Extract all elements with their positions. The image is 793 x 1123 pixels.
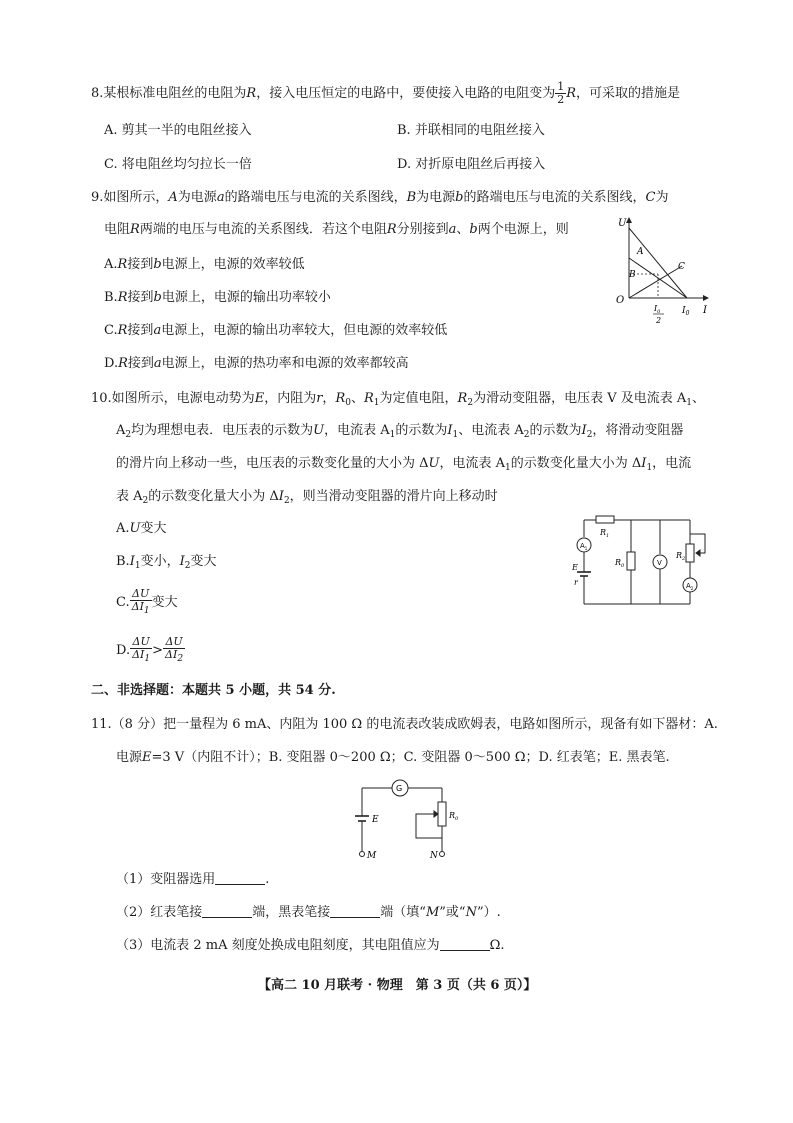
r1-label: $R_1$ xyxy=(600,528,610,539)
q8-symbol: R xyxy=(566,86,577,101)
q10-stem-line3: 的滑片向上移动一些，电压表的示数变化量的大小为 ΔU，电流表 $A_1$的示数变化量大小为 $\Delta I_1$，电流 xyxy=(116,456,692,473)
graph-c-label: C xyxy=(678,262,685,272)
answer-blank[interactable] xyxy=(330,905,380,918)
r0-label: $R_0$ xyxy=(449,811,459,822)
answer-blank[interactable] xyxy=(215,872,265,885)
terminal-n xyxy=(440,852,445,857)
q9-option-a: A.R接到b电源上，电源的效率较低 xyxy=(104,257,305,272)
n-label: N xyxy=(430,851,438,861)
q8-fraction: $\frac{1}{2}$ xyxy=(557,80,565,106)
graph-half-denominator: 2 xyxy=(656,316,662,325)
answer-blank[interactable] xyxy=(440,938,490,951)
slider-arrow xyxy=(696,550,700,556)
r0-resistor xyxy=(627,552,635,570)
q8-option-b: B. 并联相同的电阻丝接入 xyxy=(397,123,545,138)
q11-part2: （2）红表笔接 端，黑表笔接 端（填“M”或“N”）. xyxy=(116,905,501,920)
q9-option-c: C.R接到a电源上，电源的输出功率较大，但电源的效率较低 xyxy=(104,323,448,338)
internal-r-label: r xyxy=(574,578,578,587)
slider-arrow xyxy=(434,811,438,817)
graph-i-label: I xyxy=(703,305,707,316)
graph-a-label: A xyxy=(637,247,644,257)
q9-stem-line1: 9.如图所示，A为电源a的路端电压与电流的关系图线，B为电源b的路端电压与电流的关系图线，C为 xyxy=(91,190,669,205)
r2-label: $R_2$ xyxy=(676,551,686,562)
section-2-heading: 二、非选择题：本题共 5 小题，共 54 分. xyxy=(91,683,336,698)
q9-stem-line2: 电阻R两端的电压与电流的关系图线．若这个电阻R分别接到a、b两个电源上，则 xyxy=(104,222,569,237)
graph-i0-label: $I_0$ xyxy=(682,306,690,317)
a1-label: $A_1$ xyxy=(580,542,588,551)
emf-label: E xyxy=(572,563,578,572)
q10-option-a: A.U变大 xyxy=(116,521,167,536)
q8-stem xyxy=(91,81,680,106)
v-label: V xyxy=(657,559,662,567)
q8-text: 8.某根标准电阻丝的电阻为 xyxy=(91,86,247,101)
q11-stem-line1: 11.（8 分）把一量程为 6 mA、内阻为 100 Ω 的电流表改装成欧姆表，电路如图所示，现备有如下器材：A. xyxy=(91,717,718,732)
q10-option-c: C. $\frac{\Delta U}{\Delta I_1}$ 变大 xyxy=(116,587,178,616)
graph-b-label: B xyxy=(629,270,636,280)
terminal-m xyxy=(360,852,365,857)
frac-du-di1: $\frac{\Delta U}{\Delta I_1}$ xyxy=(132,635,151,664)
graph-half-numerator: $I_0$ xyxy=(654,304,661,315)
r0-label: $R_0$ xyxy=(615,558,625,569)
q10-option-b: $B.I_1$变小，$I_2$变大 xyxy=(116,554,217,571)
q8-option-c: C. 将电阻丝均匀拉长一倍 xyxy=(104,157,252,172)
frac-du-di2: $\frac{\Delta U}{\Delta I_2}$ xyxy=(165,635,184,664)
q9-ui-graph xyxy=(612,214,712,324)
q10-stem-line1: 10.如图所示，电源电动势为E，内阻为r，$R_0$、$R_1$为定值电阻，$R_2$为滑动变阻器，电压表 V 及电流表 $A_1$、 xyxy=(91,391,705,408)
frac-du-di1: $\frac{\Delta U}{\Delta I_1}$ xyxy=(131,587,150,616)
graph-origin-label: O xyxy=(616,295,625,306)
r0-rheostat xyxy=(438,802,446,826)
q8-option-a: A. 剪其一半的电阻丝接入 xyxy=(104,123,252,138)
emf-label: E xyxy=(372,815,379,825)
q10-option-d: D. $\frac{\Delta U}{\Delta I_1}$ > $\frac{\Delta U}{\Delta I_2}$ xyxy=(116,635,184,664)
q11-part1: （1）变阻器选用 . xyxy=(116,872,270,887)
r1-resistor xyxy=(596,516,614,523)
q10-stem-line2: $A_2$均为理想电表．电压表的示数为U，电流表 $A_1$的示数为$I_1$、电流表 $A_2$的示数为$I_2$，将滑动变阻器 xyxy=(116,423,684,440)
q9-option-d: D.R接到a电源上，电源的热功率和电源的效率都较高 xyxy=(104,356,409,371)
page-footer: 【高二 10 月联考 · 物理 第 3 页（共 6 页）】 xyxy=(258,978,537,993)
q10-stem-line4: 表 $A_2$的示数变化量大小为 $\Delta I_2$，则当滑动变阻器的滑片向上移动时 xyxy=(116,489,498,506)
q9-option-b: B.R接到b电源上，电源的输出功率较小 xyxy=(104,290,331,305)
answer-blank[interactable] xyxy=(202,905,252,918)
m-label: M xyxy=(367,851,377,861)
q8-symbol: R xyxy=(246,86,257,101)
q8-option-d: D. 对折原电阻丝后再接入 xyxy=(397,157,546,172)
graph-u-label: U xyxy=(618,218,627,229)
a2-label: $A_2$ xyxy=(686,582,694,591)
g-label: G xyxy=(396,784,403,793)
q8-text: ，可采取的措施是 xyxy=(576,86,681,101)
q11-part3: （3）电流表 2 mA 刻度处换成电阻刻度，其电阻值应为 Ω. xyxy=(116,938,505,953)
q8-text: ，接入电压恒定的电路中，要使接入电路的电阻变为 xyxy=(256,86,556,101)
q11-ohmmeter-circuit xyxy=(350,780,470,865)
q10-circuit-diagram xyxy=(572,512,712,612)
r2-rheostat xyxy=(686,544,694,562)
q11-stem-line2: 电源E=3 V（内阻不计）；B. 变阻器 0～200 Ω；C. 变阻器 0～500 Ω；D. 红表笔；E. 黑表笔. xyxy=(116,750,670,765)
